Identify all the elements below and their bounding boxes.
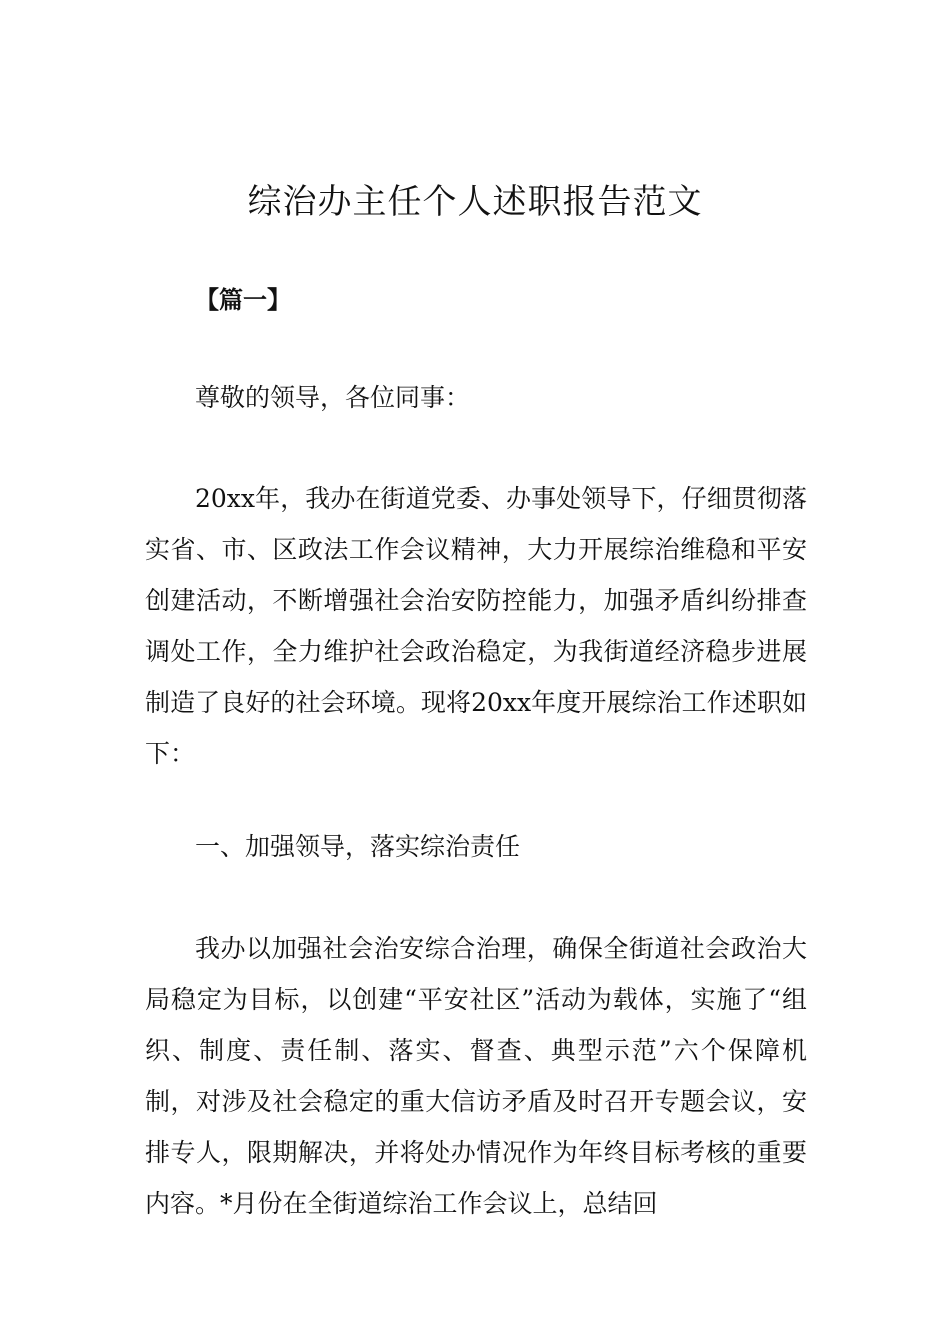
salutation: 尊敬的领导，各位同事： bbox=[195, 383, 471, 412]
section-tag: 【篇一】 bbox=[195, 286, 291, 314]
section-heading: 一、加强领导，落实综治责任 bbox=[195, 832, 521, 861]
body-paragraph: 20xx年，我办在街道党委、办事处领导下，仔细贯彻落实省、市、区政法工作会议精神，大力开展综治维稳和平安创建活动，不断增强社会治安防控能力，加强矛盾纠纷排查调处工作，全力维护社会政治稳定，为我街道经济稳步进展制造了良好的社会环境。现将20xx年度开展综治工作述职如下： bbox=[145, 484, 807, 768]
body-paragraph: 我办以加强社会治安综合治理，确保全街道社会政治大局稳定为目标，以创建“平安社区”活动为载体，实施了“组织、制度、责任制、落实、督查、典型示范”六个保障机制，对涉及社会稳定的重大信访矛盾及时召开专题会议，安排专人，限期解决，并将处办情况作为年终目标考核的重要内容。*月份在全街道综治工作会议上，总结回 bbox=[145, 934, 807, 1218]
document-title: 综治办主任个人述职报告范文 bbox=[247, 182, 703, 222]
